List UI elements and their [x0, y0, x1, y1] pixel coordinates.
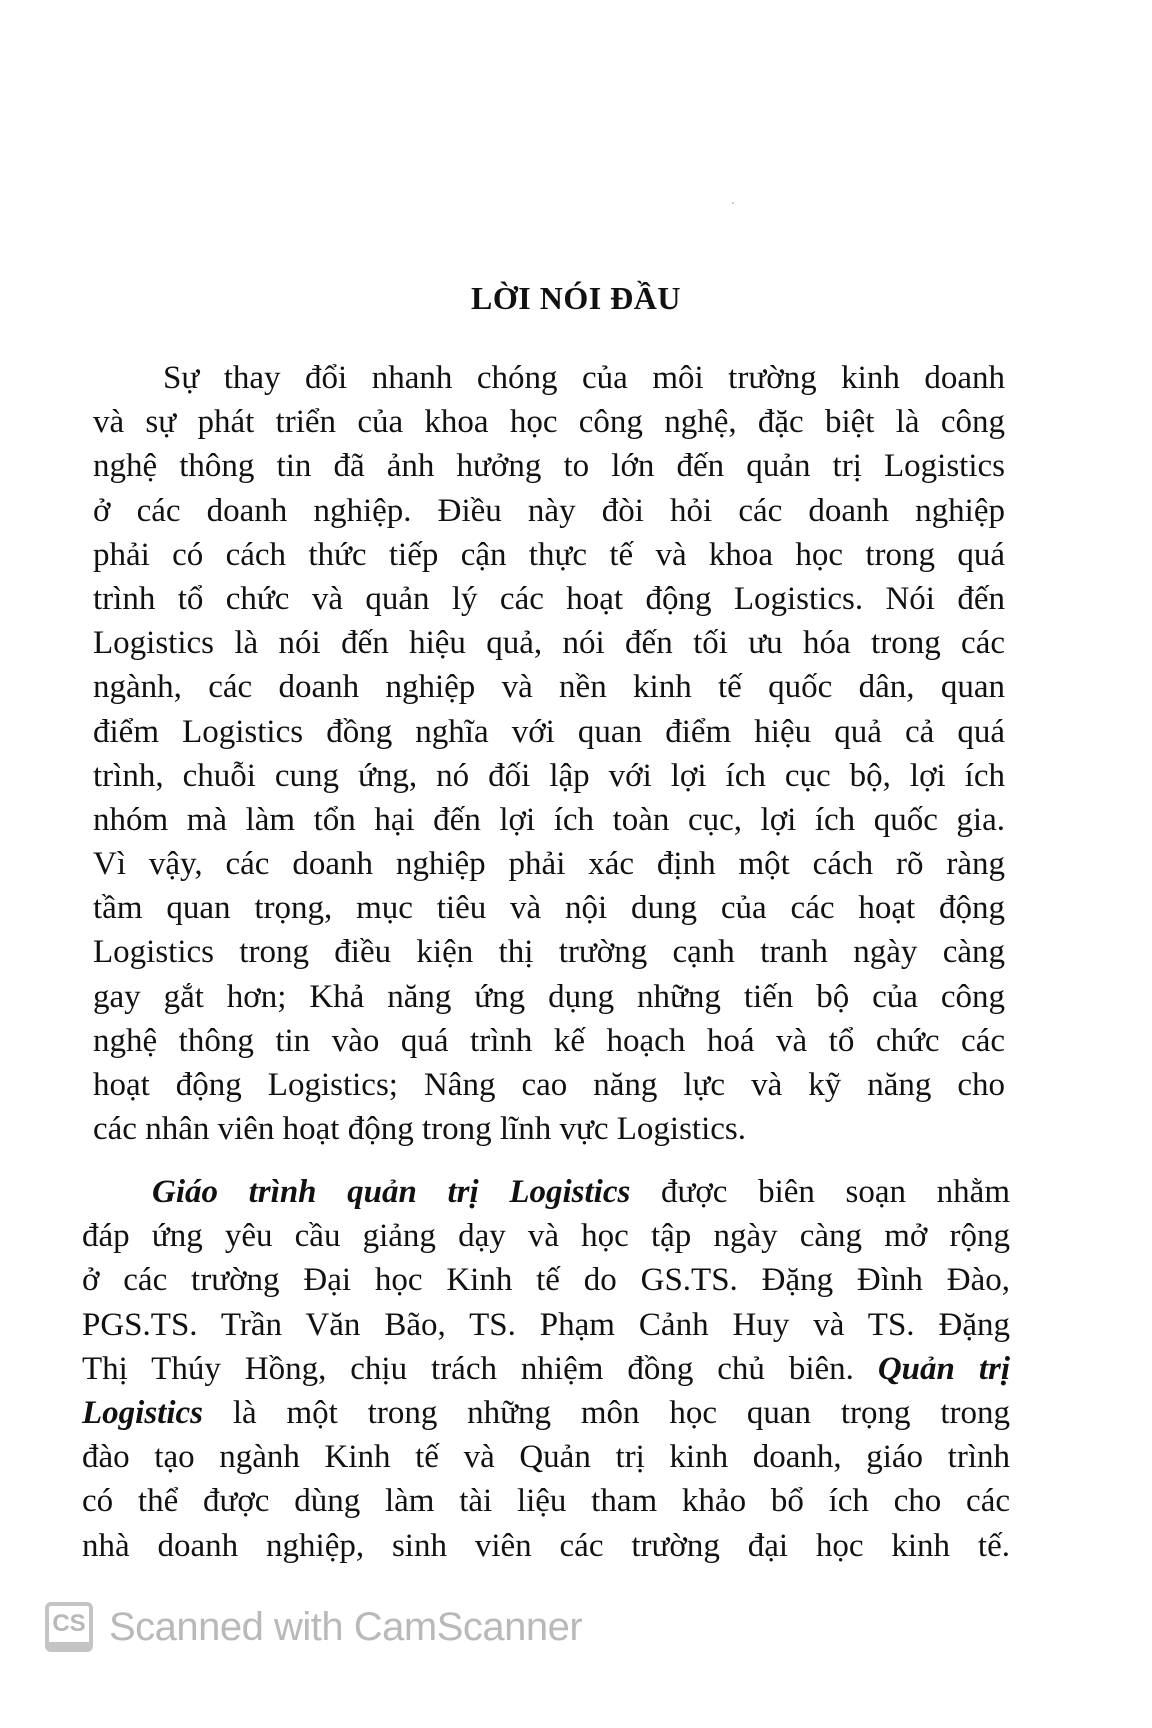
- subject-emphasis: Quản trị: [877, 1350, 1010, 1387]
- text-line: [82, 1170, 1010, 1214]
- scan-speck: [732, 202, 734, 204]
- text-line: tầm quan trọng, mục tiêu và nội dung của các hoạt động: [93, 890, 1005, 927]
- text-span: được biên soạn nhằm: [630, 1174, 1010, 1210]
- paragraph-1: [93, 356, 1005, 1151]
- text-line: [82, 1391, 1010, 1435]
- text-line: gay gắt hơn; Khả năng ứng dụng những tiến bộ của công: [93, 978, 1005, 1015]
- watermark-text: Scanned with CamScanner: [109, 1604, 583, 1649]
- camscanner-watermark: [45, 1602, 582, 1652]
- text-line: đào tạo ngành Kinh tế và Quản trị kinh doanh, giáo trình: [82, 1439, 1010, 1476]
- text-line: nhóm mà làm tổn hại đến lợi ích toàn cục, lợi ích quốc gia.: [93, 801, 1005, 838]
- text-line: trình tổ chức và quản lý các hoạt động Logistics. Nói đến: [93, 580, 1005, 617]
- text-line: ở các trường Đại học Kinh tế do GS.TS. Đặng Đình Đào,: [82, 1262, 1010, 1299]
- text-line: trình, chuỗi cung ứng, nó đối lập với lợi ích cục bộ, lợi ích: [93, 757, 1005, 794]
- text-line: hoạt động Logistics; Nâng cao năng lực và kỹ năng cho: [93, 1067, 1005, 1103]
- text-span: là một trong những môn học quan trọng trong: [203, 1394, 1010, 1431]
- text-line: Logistics trong điều kiện thị trường cạnh tranh ngày càng: [93, 934, 1005, 971]
- text-line: đáp ứng yêu cầu giảng dạy và học tập ngày càng mở rộng: [82, 1218, 1010, 1255]
- text-line: Sự thay đổi nhanh chóng của môi trường kinh doanh: [163, 360, 1005, 396]
- text-line: PGS.TS. Trần Văn Bão, TS. Phạm Cảnh Huy và TS. Đặng: [82, 1306, 1010, 1343]
- text-line: các nhân viên hoạt động trong lĩnh vực Logistics.: [93, 1111, 746, 1148]
- text-line: [82, 1347, 1010, 1391]
- page-title: LỜI NÓI ĐẦU: [471, 280, 681, 316]
- paragraph-2: [82, 1170, 1010, 1568]
- text-line: ngành, các doanh nghiệp và nền kinh tế quốc dân, quan: [93, 669, 1005, 706]
- text-line: Vì vậy, các doanh nghiệp phải xác định một cách rõ ràng: [93, 846, 1005, 883]
- text-span: Thị Thúy Hồng, chịu trách nhiệm đồng chủ biên.: [82, 1350, 878, 1387]
- book-title-emphasis: Giáo trình quản trị Logistics: [152, 1174, 631, 1210]
- text-line: có thể được dùng làm tài liệu tham khảo bổ ích cho các: [82, 1483, 1010, 1520]
- subject-emphasis: Logistics: [82, 1394, 203, 1431]
- text-line: và sự phát triển của khoa học công nghệ, đặc biệt là công: [93, 404, 1005, 441]
- text-line: nhà doanh nghiệp, sinh viên các trường đại học kinh tế.: [82, 1527, 1010, 1564]
- text-line: nghệ thông tin vào quá trình kế hoạch hoá và tổ chức các: [93, 1022, 1005, 1059]
- text-line: nghệ thông tin đã ảnh hưởng to lớn đến quản trị Logistics: [93, 448, 1005, 485]
- text-line: điểm Logistics đồng nghĩa với quan điểm hiệu quả cả quá: [93, 713, 1005, 750]
- text-line: ở các doanh nghiệp. Điều này đòi hỏi các doanh nghiệp: [93, 492, 1005, 529]
- text-line: phải có cách thức tiếp cận thực tế và khoa học trong quá: [93, 536, 1005, 573]
- text-line: Logistics là nói đến hiệu quả, nói đến tối ưu hóa trong các: [93, 625, 1005, 662]
- camscanner-logo-icon: CS: [45, 1602, 93, 1652]
